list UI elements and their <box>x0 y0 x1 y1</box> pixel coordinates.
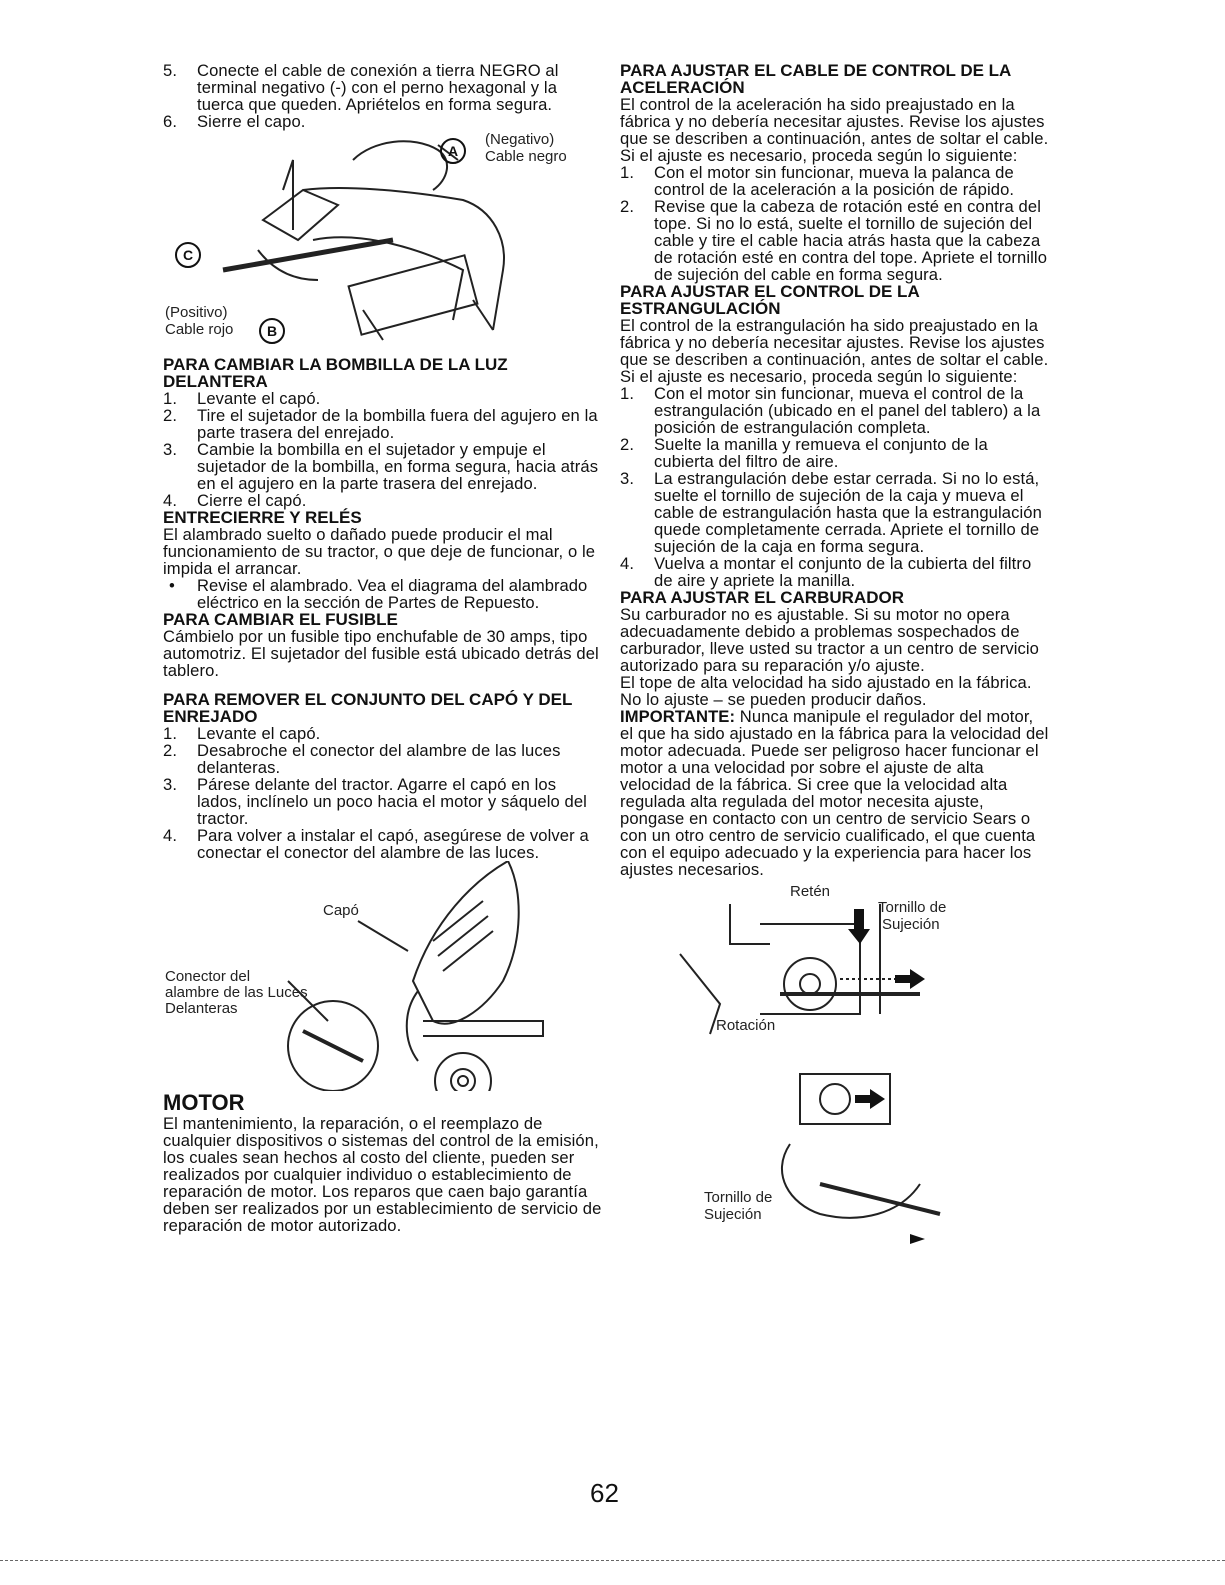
carb-body-2: El tope de alta velocidad ha sido ajustado en la fábrica. No lo ajuste – se pueden producir daños. <box>620 673 1032 709</box>
list-item: 3. La estrangulación debe estar cerrada. Si no lo está, suelte el tornillo de sujeción de la caja y mueva el cable de estrangulación hasta que la estrangulación quede completamente cerrada. Apriete el tornillo de sujeción de la caja en forma segura. <box>620 469 1042 556</box>
carb-heading: PARA AJUSTAR EL CARBURADOR <box>620 588 904 607</box>
throttle-heading: PARA AJUSTAR EL CABLE DE CONTROL DE LA ACELERACIÓN <box>620 61 1011 97</box>
list-item: 3. Párese delante del tractor. Agarre el capó en los lados, inclínelo un poco hacia el motor y sáquelo del tractor. <box>163 775 587 828</box>
left-column <box>163 62 603 1234</box>
positive-label: (Positivo) <box>165 304 228 321</box>
list-item: 6. Sierre el capo. <box>163 112 306 131</box>
hood-steps <box>163 725 603 861</box>
screw2-label-2: Sujeción <box>704 1206 762 1223</box>
list-item: 1. Levante el capó. <box>163 724 321 743</box>
list-item: 1. Con el motor sin funcionar, mueva el control de la estrangulación (ubicado en el panel del tablero) a la posición de estrangulación completa. <box>620 384 1041 437</box>
list-item: 2. Suelte la manilla y remueva el conjunto de la cubierta del filtro de aire. <box>620 435 988 471</box>
list-item: 2. Revise que la cabeza de rotación esté en contra del tope. Si no lo está, suelte el tornillo de sujeción del cable y tire el cable hacia atrás hasta que la cabeza de rotación esté en contra del tope. Apriete el tornillo de sujeción del cable en forma segura. <box>620 197 1048 284</box>
connector-label-1: Conector del <box>165 968 251 985</box>
bulb-heading: PARA CAMBIAR LA BOMBILLA DE LA LUZ DELANTERA <box>163 355 508 391</box>
motor-body: El mantenimiento, la reparación, o el reemplazo de cualquier dispositivos o sistemas del control de la emisión, los cuales sean hechos al costo del cliente, pueden ser realizados por cualquier individuo o establecimiento de reparación de motor. Los reparos que caen bajo garantía deben ser realizados por un establecimiento de servicio de reparación de motor autorizado. <box>163 1114 602 1235</box>
callout-b: B <box>259 318 285 344</box>
list-item: 2. Desabroche el conector del alambre de las luces delanteras. <box>163 741 561 777</box>
carb-important <box>620 708 1050 878</box>
carb-illustration <box>620 884 1050 1244</box>
list-item: 4. Cierre el capó. <box>163 491 307 510</box>
list-item: 5. Conecte el cable de conexión a tierra NEGRO al terminal negativo (-) con el perno hexagonal y la tuerca que queden. Apriételos en forma segura. <box>163 61 559 114</box>
battery-steps <box>163 62 603 130</box>
list-item: 1. Con el motor sin funcionar, mueva la palanca de control de la aceleración a la posición de rápido. <box>620 163 1015 199</box>
rotation-label: Rotación <box>716 1017 776 1034</box>
hood-heading: PARA REMOVER EL CONJUNTO DEL CAPÓ Y DEL ENREJADO <box>163 690 573 726</box>
throttle-body: El control de la aceleración ha sido preajustado en la fábrica y no debería necesitar ajustes. Revise los ajustes que se describen a continuación, antes de soltar el cable. Si el ajuste es necesario, proceda según lo siguiente: <box>620 95 1049 165</box>
relay-bullet: • Revise el alambrado. Vea el diagrama del alambrado eléctrico en la sección de Partes de Repuesto. <box>169 576 588 612</box>
choke-heading: PARA AJUSTAR EL CONTROL DE LA ESTRANGULACIÓN <box>620 282 920 318</box>
callout-a: A <box>440 138 466 164</box>
connector-label-3: Delanteras <box>165 1000 238 1017</box>
screw-label-1: Tornillo de <box>878 899 947 916</box>
red-cable-label: Cable rojo <box>165 321 234 338</box>
list-item: 4. Vuelva a montar el conjunto de la cubierta del filtro de aire y apriete la manilla. <box>620 554 1032 590</box>
list-item: 2. Tire el sujetador de la bombilla fuera del agujero en la parte trasera del enrejado. <box>163 406 598 442</box>
black-cable-label: Cable negro <box>485 148 567 165</box>
important-label: IMPORTANTE: <box>620 707 736 726</box>
list-item: 4. Para volver a instalar el capó, asegúrese de volver a conectar el conector del alambre de las luces. <box>163 826 589 862</box>
connector-label-2: alambre de las Luces <box>165 984 308 1001</box>
list-item: 1. Levante el capó. <box>163 389 321 408</box>
choke-body: El control de la estrangulación ha sido preajustado en la fábrica y no debería necesitar ajustes. Revise los ajustes que se describen a continuación, antes de soltar el cable. Si el ajuste es necesario, proceda según lo siguiente: <box>620 316 1049 386</box>
motor-heading: MOTOR <box>163 1090 245 1115</box>
throttle-steps <box>620 164 1050 283</box>
page-number: 62 <box>590 1478 619 1508</box>
reten-label: Retén <box>790 883 831 900</box>
negative-label: (Negativo) <box>485 131 555 148</box>
screw-label-2: Sujeción <box>882 916 940 933</box>
bulb-steps <box>163 390 603 509</box>
screw2-label-1: Tornillo de <box>704 1189 773 1206</box>
choke-steps <box>620 385 1050 589</box>
hood-figure <box>163 861 603 1091</box>
fuse-body: Cámbielo por un fusible tipo enchufable de 30 amps, tipo automotriz. El sujetador del fusible está ubicado detrás del tablero. <box>163 627 599 680</box>
callout-c: C <box>175 242 201 268</box>
relay-body: El alambrado suelto o dañado puede producir el mal funcionamiento de su tractor, o que deje de funcionar, o le impida el arrancar. <box>163 525 596 578</box>
bottom-divider <box>0 1560 1225 1561</box>
important-text: Nunca manipule el regulador del motor, el que ha sido ajustado en la fábrica para la velocidad del motor adecuada. Puede ser peligroso hacer funcionar el motor a una velocidad por sobre el ajuste de alta velocidad de la fábrica. Si cree que la velocidad alta regulada alta regulada del motor necesita ajuste, pongase en contacto con un centro de servicio Sears o con un otro centro de servicio cualificado, el que cuenta con el equipo adecuado y la experiencia para hacer los ajustes necesarios. <box>620 707 1049 879</box>
battery-figure <box>163 130 603 352</box>
list-item: 3. Cambie la bombilla en el sujetador y empuje el sujetador de la bombilla, en forma segura, hacia atrás en el agujero en la parte trasera del enrejado. <box>163 440 599 493</box>
carb-body-1: Su carburador no es ajustable. Si su motor no opera adecuadamente debido a problemas sospechados de carburador, lleve usted su tractor a un centro de servicio autorizado para su reparación y/o ajuste. <box>620 605 1040 675</box>
relay-heading: ENTRECIERRE Y RELÉS <box>163 508 362 527</box>
fuse-heading: PARA CAMBIAR EL FUSIBLE <box>163 610 398 629</box>
carb-figure <box>620 884 1050 1244</box>
hood-label: Capó <box>323 902 359 919</box>
right-column <box>620 62 1050 1244</box>
